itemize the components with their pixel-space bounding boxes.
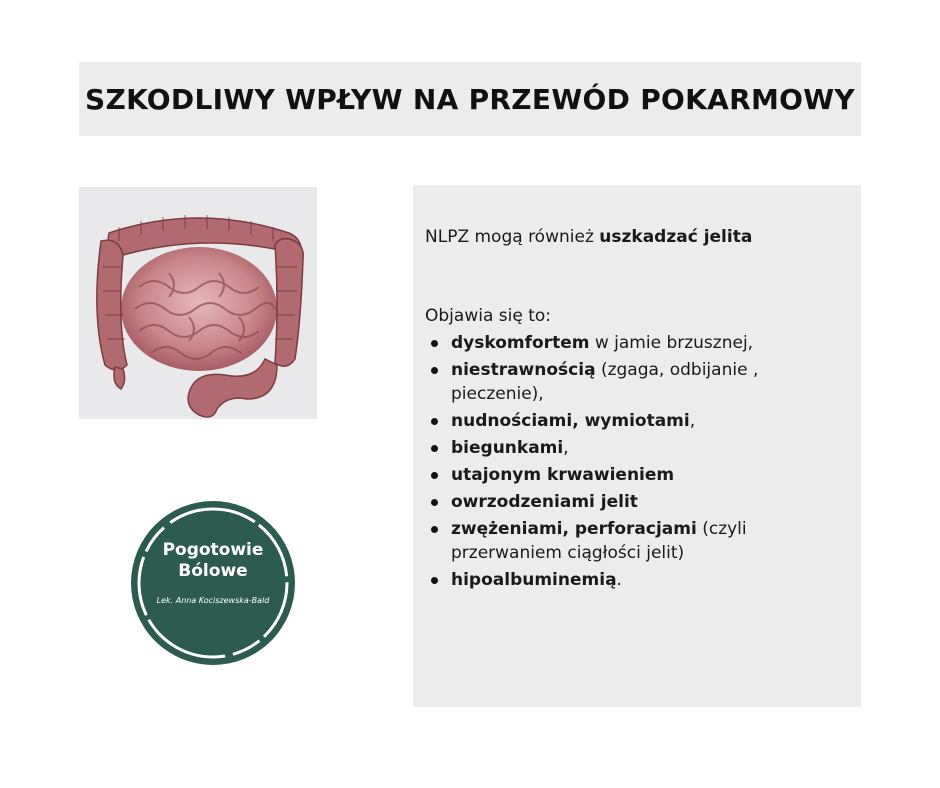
- list-item: [451, 436, 841, 460]
- symptom-bold: owrzodzeniami jelit: [451, 492, 638, 512]
- symptom-rest: ,: [689, 411, 696, 431]
- logo-name-line2: Bólowe: [178, 561, 248, 581]
- symptom-bold: niestrawnością: [451, 360, 596, 380]
- logo-author: Lek. Anna Kociszewska-Bald: [156, 596, 270, 605]
- list-item: [451, 568, 841, 592]
- list-item: [451, 463, 841, 487]
- list-item: [451, 409, 841, 433]
- symptom-bold: dyskomfortem: [451, 333, 590, 353]
- intro-text: [425, 225, 841, 249]
- list-item: [451, 358, 841, 406]
- intestines-illustration: [79, 187, 317, 419]
- symptom-rest: .: [616, 570, 622, 590]
- symptom-rest: (czyli przerwaniem ciągłości jelit): [451, 519, 747, 563]
- symptom-bold: hipoalbuminemią: [451, 570, 617, 590]
- pogotowie-bolowe-logo: [128, 498, 298, 668]
- page-title: SZKODLIWY WPŁYW NA PRZEWÓD POKARMOWY: [85, 82, 855, 116]
- symptom-bold: nudnościami, wymiotami: [451, 411, 690, 431]
- symptom-rest: w jamie brzusznej,: [589, 333, 754, 353]
- symptom-bold: zwężeniami, perforacjami: [451, 519, 697, 539]
- logo-name-line1: Pogotowie: [162, 540, 264, 560]
- symptom-bold: biegunkami: [451, 438, 564, 458]
- intro-emphasis: uszkadzać jelita: [599, 227, 753, 247]
- logo-text: [128, 540, 298, 606]
- intro-plain: NLPZ mogą również: [425, 227, 600, 247]
- symptom-bold: utajonym krwawieniem: [451, 465, 675, 485]
- list-item: [451, 517, 841, 565]
- title-banner: [79, 62, 861, 136]
- list-item: [451, 331, 841, 355]
- symptoms-lead: Objawia się to:: [425, 306, 551, 326]
- intestines-drawing: [79, 187, 317, 419]
- list-item: [451, 490, 841, 514]
- symptom-rest: ,: [563, 438, 569, 458]
- symptom-rest: (zgaga, odbijanie , pieczenie),: [451, 360, 759, 404]
- info-panel: [413, 185, 861, 707]
- symptoms-list: [425, 331, 841, 592]
